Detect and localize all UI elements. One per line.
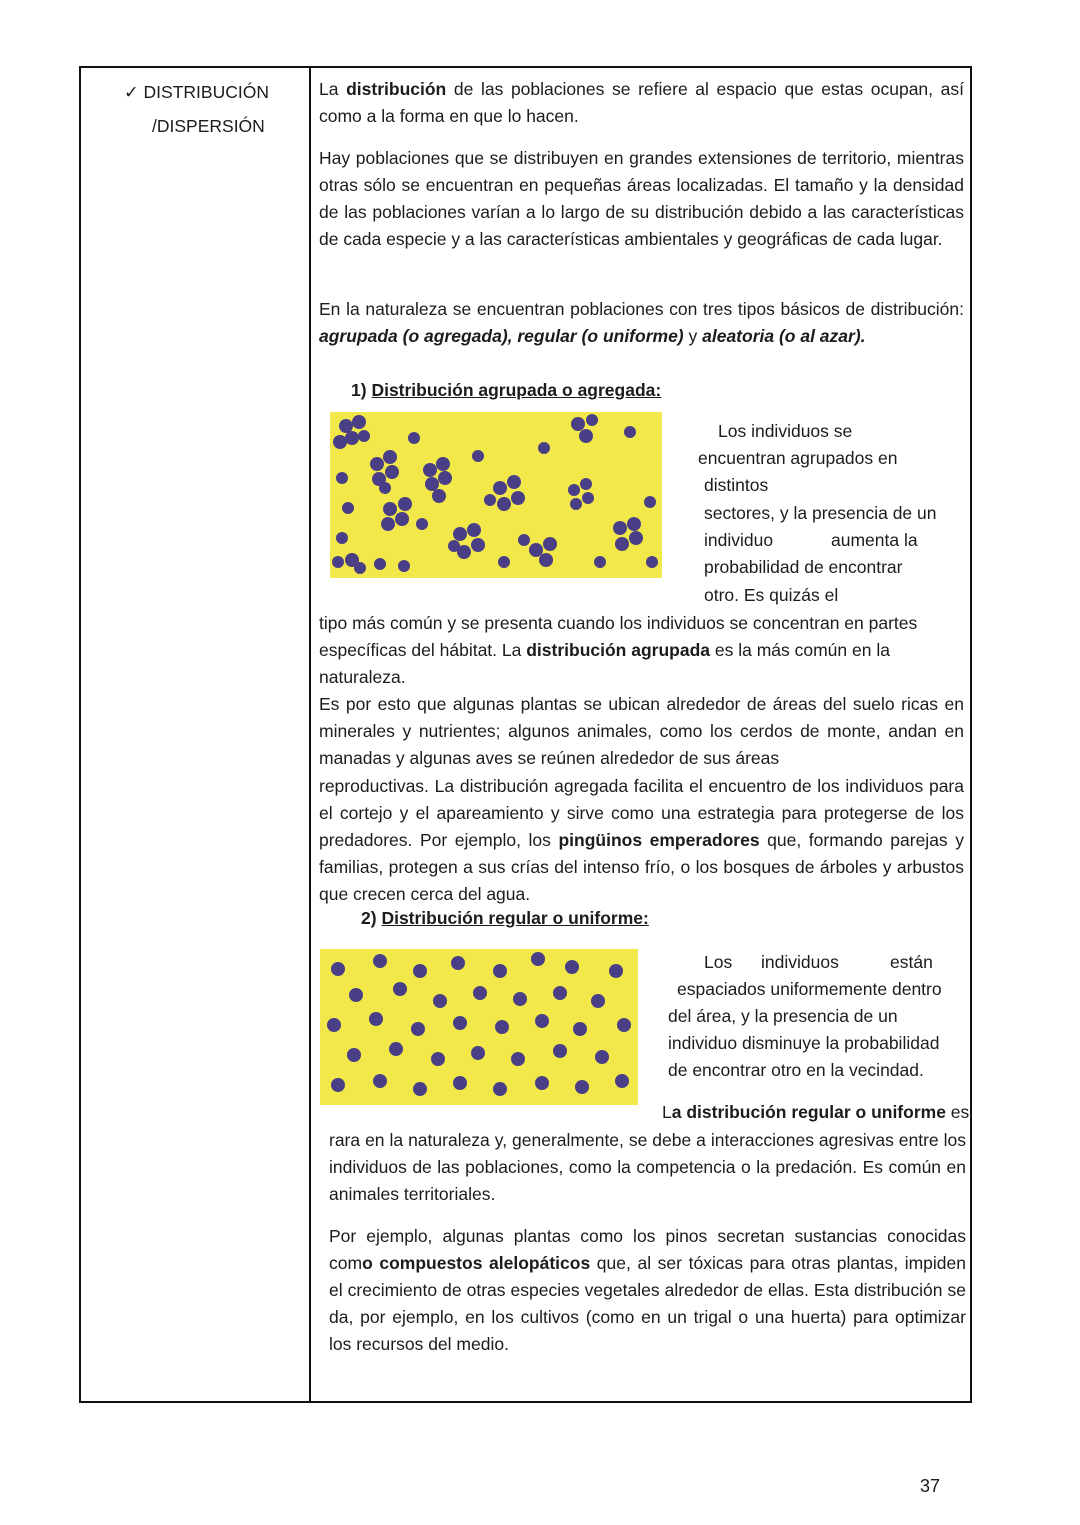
intro-paragraph-2: Hay poblaciones que se distribuyen en grandes extensiones de territorio, mientras otras sólo se encuentran en pequeñas áreas localizadas. El tamaño y la densidad de las poblaciones varían a lo largo de su distribución debido a las características de cada especie y a las características ambientales y geográficas de cada lugar. bbox=[319, 148, 964, 249]
section1-side-line-4: sectores, y la presencia de un bbox=[704, 503, 937, 523]
section2-side-line-2: espaciados uniformemente dentro bbox=[677, 979, 942, 999]
section2-side-word-3: están bbox=[890, 952, 933, 972]
section1-paragraph-2a: Es por esto que algunas plantas se ubican alrededor de áreas del suelo ricas en minerales y nutrientes; algunos animales, como los cerdos de monte, andan en manadas y algunas aves se reúnen alrededor de sus áreas bbox=[319, 694, 964, 768]
section1-side-line-5: individuo bbox=[704, 530, 774, 550]
section2-side-line-3: del área, y la presencia de un bbox=[668, 1006, 898, 1026]
section1-side-line-3: distintos bbox=[704, 475, 769, 495]
uniform-distribution-image bbox=[320, 949, 638, 1105]
check-icon: ✓ bbox=[124, 82, 139, 102]
section-title-line1: DISTRIBUCIÓN bbox=[143, 82, 269, 102]
section2-lead-line: La distribución regular o uniforme es bbox=[662, 1102, 970, 1122]
section2-side-line-5: de encontrar otro en la vecindad. bbox=[668, 1060, 924, 1080]
section-title-line2: /DISPERSIÓN bbox=[152, 116, 265, 136]
clumped-distribution-image bbox=[330, 412, 662, 578]
section-label bbox=[124, 75, 269, 109]
section1-side-line-8: otro. Es quizás el bbox=[704, 585, 839, 605]
section2-side-word-2: individuos bbox=[761, 952, 839, 972]
section1-side-line-7: probabilidad de encontrar bbox=[704, 557, 903, 577]
section1-continuation: tipo más común y se presenta cuando los individuos se concentran en partes específicas del hábitat. La distribución agrupada es la más común en la naturaleza. bbox=[319, 613, 918, 687]
section2-continuation: rara en la naturaleza y, generalmente, se debe a interacciones agresivas entre los individuos de las poblaciones, como la competencia o la predación. Es común en animales territoriales. bbox=[329, 1130, 966, 1204]
section1-side-line-1: Los individuos se bbox=[718, 421, 853, 441]
intro-paragraph-1: La distribución de las poblaciones se refiere al espacio que estas ocupan, así como a la forma en que lo hacen. bbox=[319, 79, 964, 126]
section1-paragraph-2b: reproductivas. La distribución agregada facilita el encuentro de los individuos para el cortejo y el apareamiento y sirve como una estrategia para protegerse de los predadores. Por ejemplo, los pingüinos emperadores que, formando parejas y familias, protegen a sus crías del intenso frío, o los bosques de árboles y arbustos que crecen cerca del agua. bbox=[319, 776, 965, 904]
section1-side-line-2: encuentran agrupados en bbox=[698, 448, 898, 468]
section1-side-line-6: aumenta la bbox=[831, 530, 918, 550]
section2-paragraph-2: Por ejemplo, algunas plantas como los pinos secretan sustancias conocidas como compuestos alelopáticos que, al ser tóxicas para otras plantas, impiden el crecimiento de otras especies vegetales alrededor de ellas. Esta distribución se da, por ejemplo, en los cultivos (como en un trigal o una huerta) para optimizar los recursos del medio. bbox=[329, 1226, 966, 1354]
column-divider bbox=[309, 68, 311, 1401]
section2-heading: 2) Distribución regular o uniforme: bbox=[361, 908, 649, 928]
intro-paragraph-3: En la naturaleza se encuentran poblaciones con tres tipos básicos de distribución: agrupada (o agregada), regular (o uniforme) y aleatoria (o al azar). bbox=[319, 299, 964, 346]
section2-side-line-4: individuo disminuye la probabilidad bbox=[668, 1033, 940, 1053]
section1-heading: 1) Distribución agrupada o agregada: bbox=[351, 380, 662, 400]
page-number: 37 bbox=[920, 1476, 941, 1496]
section2-side-word-1: Los bbox=[704, 952, 733, 972]
